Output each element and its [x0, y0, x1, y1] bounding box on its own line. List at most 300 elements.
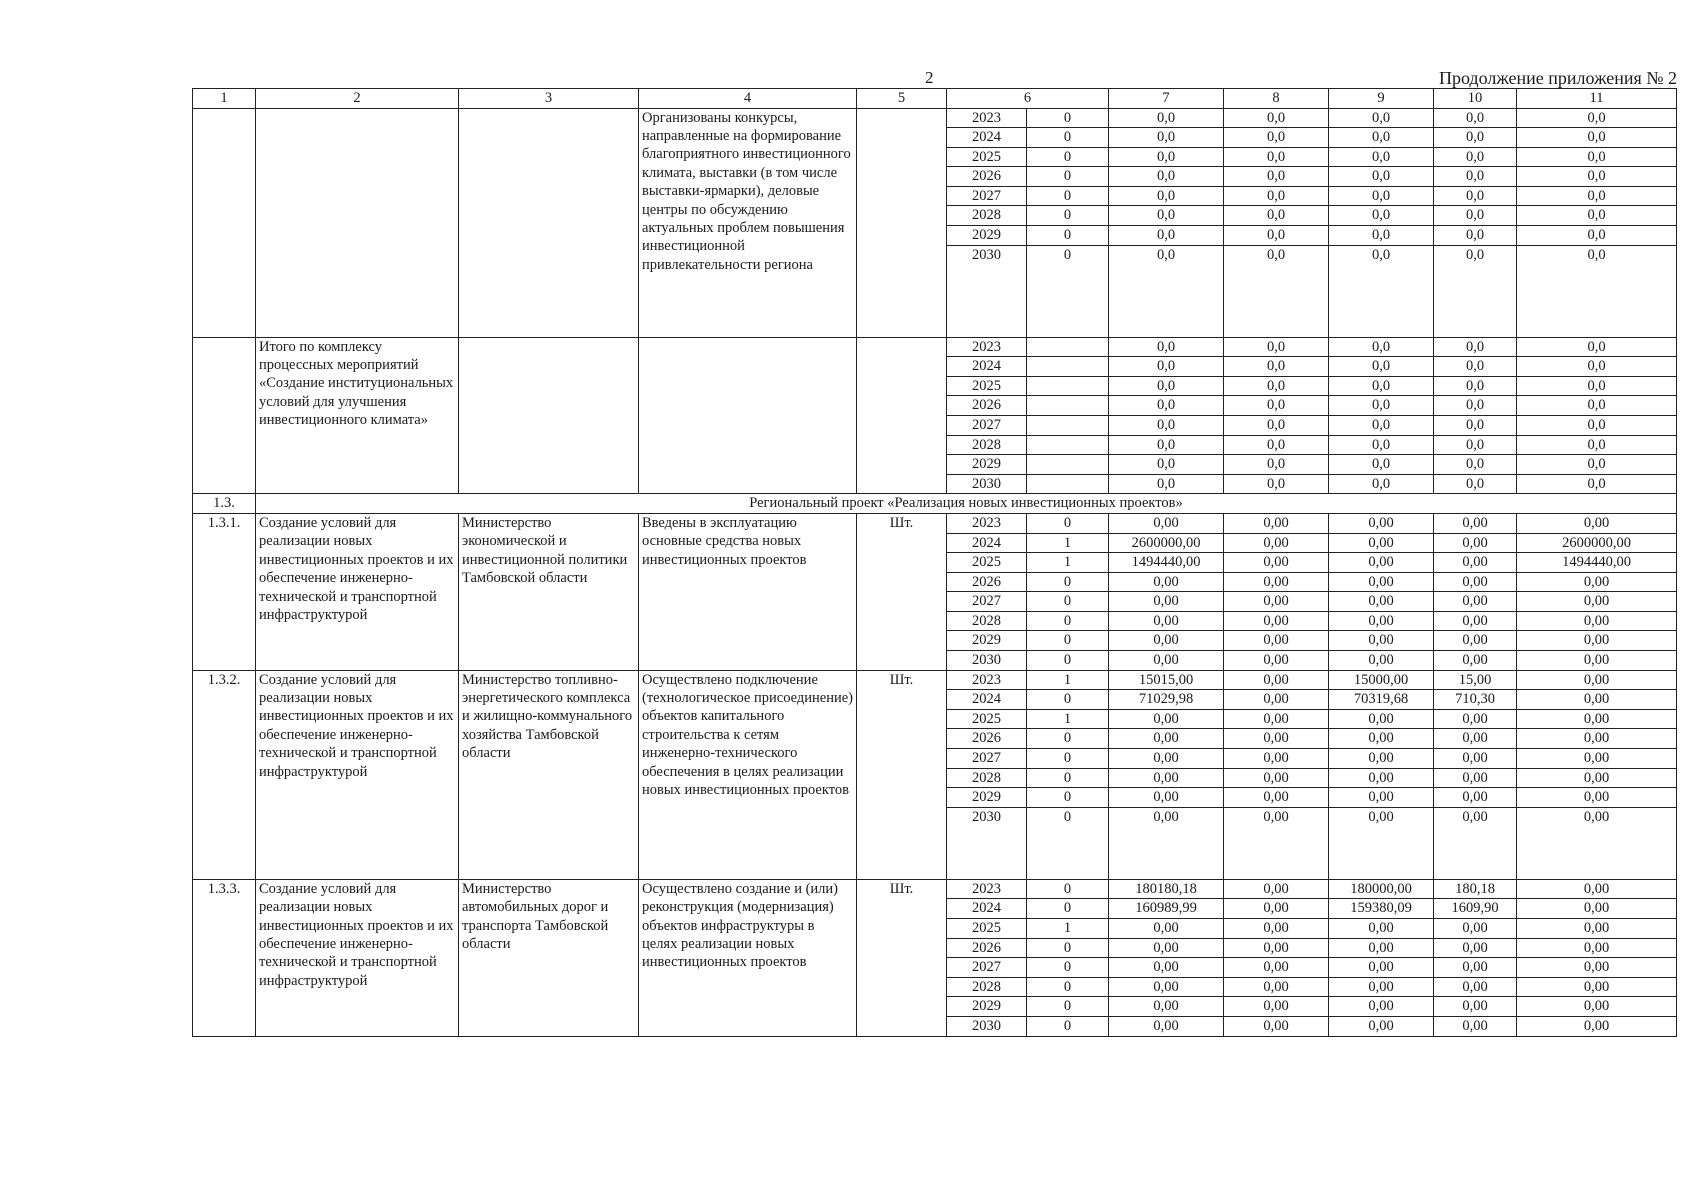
indicator-value — [1027, 357, 1109, 377]
table-row — [193, 513, 1677, 533]
regional-budget: 0,0 — [1329, 206, 1434, 226]
local-budget: 0,00 — [1434, 997, 1517, 1017]
federal-budget: 0,0 — [1224, 186, 1329, 206]
indicator-value: 1 — [1027, 533, 1109, 553]
local-budget: 710,30 — [1434, 690, 1517, 710]
total: 0,00 — [1109, 513, 1224, 533]
indicator-value: 0 — [1027, 513, 1109, 533]
indicator-value: 0 — [1027, 631, 1109, 651]
total: 180180,18 — [1109, 879, 1224, 899]
year: 2029 — [947, 997, 1027, 1017]
year: 2028 — [947, 435, 1027, 455]
local-budget: 0,0 — [1434, 337, 1517, 357]
item-executor: Министерство топливно-энергетического комплекса и жилищно-коммунального хозяйства Тамбовской области — [459, 670, 639, 879]
regional-budget: 15000,00 — [1329, 670, 1434, 690]
local-budget: 0,0 — [1434, 147, 1517, 167]
year: 2030 — [947, 474, 1027, 494]
total: 0,0 — [1109, 376, 1224, 396]
federal-budget: 0,0 — [1224, 337, 1329, 357]
item-unit: Шт. — [857, 513, 947, 670]
table-row — [193, 879, 1677, 899]
local-budget: 0,0 — [1434, 226, 1517, 246]
total: 0,00 — [1109, 958, 1224, 978]
total: 0,0 — [1109, 416, 1224, 436]
total: 0,00 — [1109, 631, 1224, 651]
regional-budget: 0,0 — [1329, 226, 1434, 246]
year: 2026 — [947, 729, 1027, 749]
regional-budget: 0,00 — [1329, 572, 1434, 592]
indicator-value: 0 — [1027, 807, 1109, 879]
local-budget: 0,00 — [1434, 749, 1517, 769]
local-budget: 0,00 — [1434, 788, 1517, 808]
regional-budget: 0,00 — [1329, 553, 1434, 573]
indicator-value: 0 — [1027, 749, 1109, 769]
item-number: 1.3.1. — [193, 513, 256, 670]
other-sources: 0,00 — [1517, 513, 1677, 533]
year: 2029 — [947, 788, 1027, 808]
item-executor: Министерство автомобильных дорог и транспорта Тамбовской области — [459, 879, 639, 1036]
indicator-value — [1027, 337, 1109, 357]
regional-budget: 0,00 — [1329, 651, 1434, 671]
federal-budget: 0,00 — [1224, 768, 1329, 788]
regional-budget: 0,0 — [1329, 147, 1434, 167]
local-budget: 0,00 — [1434, 977, 1517, 997]
other-sources: 0,00 — [1517, 729, 1677, 749]
item-number: 1.3.2. — [193, 670, 256, 879]
item-result: Введены в эксплуатацию основные средства новых инвестиционных проектов — [639, 513, 857, 670]
total: 0,0 — [1109, 206, 1224, 226]
year: 2029 — [947, 455, 1027, 475]
total: 0,00 — [1109, 729, 1224, 749]
other-sources: 0,00 — [1517, 768, 1677, 788]
federal-budget: 0,00 — [1224, 958, 1329, 978]
regional-budget: 0,00 — [1329, 938, 1434, 958]
indicator-value: 0 — [1027, 206, 1109, 226]
local-budget: 0,00 — [1434, 938, 1517, 958]
item-result: Осуществлено создание и (или) реконструкция (модернизация) объектов инфраструктуры в целях реализации новых инвестиционных проектов — [639, 879, 857, 1036]
indicator-value — [1027, 376, 1109, 396]
federal-budget: 0,00 — [1224, 899, 1329, 919]
item-name: Создание условий для реализации новых инвестиционных проектов и их обеспечение инженерно-технической и транспортной инфраструктурой — [256, 879, 459, 1036]
total: 0,0 — [1109, 108, 1224, 128]
item-name: Итого по комплексу процессных мероприятий «Создание институциональных условий для улучшения инвестиционного климата» — [256, 337, 459, 494]
year: 2027 — [947, 749, 1027, 769]
year: 2023 — [947, 879, 1027, 899]
year: 2030 — [947, 1016, 1027, 1036]
federal-budget: 0,00 — [1224, 690, 1329, 710]
total: 160989,99 — [1109, 899, 1224, 919]
year: 2027 — [947, 592, 1027, 612]
appendix-table — [192, 88, 1677, 1037]
year: 2027 — [947, 186, 1027, 206]
year: 2023 — [947, 108, 1027, 128]
other-sources: 0,0 — [1517, 416, 1677, 436]
other-sources: 0,00 — [1517, 788, 1677, 808]
local-budget: 0,0 — [1434, 376, 1517, 396]
other-sources: 0,00 — [1517, 919, 1677, 939]
continuation-label: Продолжение приложения № 2 — [1438, 68, 1677, 88]
local-budget: 0,00 — [1434, 919, 1517, 939]
indicator-value: 1 — [1027, 670, 1109, 690]
federal-budget: 0,0 — [1224, 226, 1329, 246]
regional-budget: 0,00 — [1329, 749, 1434, 769]
federal-budget: 0,00 — [1224, 879, 1329, 899]
regional-budget: 0,0 — [1329, 455, 1434, 475]
year: 2024 — [947, 128, 1027, 148]
year: 2025 — [947, 919, 1027, 939]
total: 0,0 — [1109, 357, 1224, 377]
federal-budget: 0,00 — [1224, 749, 1329, 769]
indicator-value: 0 — [1027, 147, 1109, 167]
year: 2026 — [947, 938, 1027, 958]
local-budget: 0,0 — [1434, 455, 1517, 475]
regional-budget: 0,00 — [1329, 807, 1434, 879]
page-number: 2 — [925, 68, 934, 87]
item-name — [256, 108, 459, 337]
federal-budget: 0,00 — [1224, 788, 1329, 808]
other-sources: 0,0 — [1517, 128, 1677, 148]
year: 2028 — [947, 611, 1027, 631]
indicator-value: 0 — [1027, 651, 1109, 671]
item-number: 1.3.3. — [193, 879, 256, 1036]
local-budget: 0,0 — [1434, 186, 1517, 206]
other-sources: 0,0 — [1517, 357, 1677, 377]
federal-budget: 0,0 — [1224, 167, 1329, 187]
year: 2025 — [947, 147, 1027, 167]
federal-budget: 0,0 — [1224, 147, 1329, 167]
regional-budget: 0,00 — [1329, 533, 1434, 553]
regional-budget: 0,00 — [1329, 788, 1434, 808]
local-budget: 0,00 — [1434, 1016, 1517, 1036]
other-sources: 0,00 — [1517, 879, 1677, 899]
indicator-value: 0 — [1027, 788, 1109, 808]
regional-budget: 0,0 — [1329, 108, 1434, 128]
local-budget: 0,00 — [1434, 592, 1517, 612]
total: 15015,00 — [1109, 670, 1224, 690]
item-number — [193, 337, 256, 494]
year: 2029 — [947, 226, 1027, 246]
indicator-value — [1027, 455, 1109, 475]
col-header: 1 — [193, 89, 256, 109]
year: 2028 — [947, 768, 1027, 788]
indicator-value: 1 — [1027, 553, 1109, 573]
federal-budget: 0,00 — [1224, 938, 1329, 958]
item-number — [193, 108, 256, 337]
regional-budget: 0,00 — [1329, 977, 1434, 997]
other-sources: 1494440,00 — [1517, 553, 1677, 573]
other-sources: 0,00 — [1517, 807, 1677, 879]
total: 0,00 — [1109, 977, 1224, 997]
item-executor: Министерство экономической и инвестиционной политики Тамбовской области — [459, 513, 639, 670]
local-budget: 0,0 — [1434, 396, 1517, 416]
local-budget: 0,00 — [1434, 553, 1517, 573]
col-header: 8 — [1224, 89, 1329, 109]
item-result: Осуществлено подключение (технологическое присоединение) объектов капитального строительства к сетям инженерно-технического обеспечения в целях реализации новых инвестиционных проектов — [639, 670, 857, 879]
total: 0,00 — [1109, 768, 1224, 788]
other-sources: 0,00 — [1517, 611, 1677, 631]
other-sources: 0,00 — [1517, 938, 1677, 958]
indicator-value: 0 — [1027, 690, 1109, 710]
indicator-value: 0 — [1027, 938, 1109, 958]
local-budget: 0,0 — [1434, 435, 1517, 455]
year: 2027 — [947, 958, 1027, 978]
federal-budget: 0,0 — [1224, 245, 1329, 337]
indicator-value: 0 — [1027, 997, 1109, 1017]
indicator-value — [1027, 396, 1109, 416]
local-budget: 0,00 — [1434, 651, 1517, 671]
local-budget: 0,0 — [1434, 128, 1517, 148]
local-budget: 0,00 — [1434, 572, 1517, 592]
table-body — [193, 89, 1677, 1037]
indicator-value: 0 — [1027, 977, 1109, 997]
indicator-value: 0 — [1027, 879, 1109, 899]
federal-budget: 0,0 — [1224, 474, 1329, 494]
indicator-value: 0 — [1027, 186, 1109, 206]
regional-budget: 0,00 — [1329, 958, 1434, 978]
item-unit — [857, 337, 947, 494]
local-budget: 0,0 — [1434, 167, 1517, 187]
total: 0,0 — [1109, 435, 1224, 455]
other-sources: 0,0 — [1517, 455, 1677, 475]
indicator-value: 1 — [1027, 709, 1109, 729]
local-budget: 0,0 — [1434, 357, 1517, 377]
col-header: 6 — [947, 89, 1109, 109]
year: 2026 — [947, 396, 1027, 416]
federal-budget: 0,0 — [1224, 455, 1329, 475]
local-budget: 0,0 — [1434, 416, 1517, 436]
total: 2600000,00 — [1109, 533, 1224, 553]
indicator-value: 0 — [1027, 226, 1109, 246]
federal-budget: 0,00 — [1224, 919, 1329, 939]
indicator-value: 0 — [1027, 592, 1109, 612]
indicator-value: 0 — [1027, 572, 1109, 592]
regional-budget: 0,00 — [1329, 611, 1434, 631]
total: 0,0 — [1109, 147, 1224, 167]
table-row — [193, 670, 1677, 690]
total: 0,00 — [1109, 749, 1224, 769]
col-header: 10 — [1434, 89, 1517, 109]
federal-budget: 0,00 — [1224, 651, 1329, 671]
indicator-value: 0 — [1027, 167, 1109, 187]
regional-budget: 0,0 — [1329, 245, 1434, 337]
total: 0,0 — [1109, 337, 1224, 357]
other-sources: 2600000,00 — [1517, 533, 1677, 553]
year: 2025 — [947, 709, 1027, 729]
regional-budget: 0,0 — [1329, 435, 1434, 455]
federal-budget: 0,00 — [1224, 572, 1329, 592]
indicator-value: 0 — [1027, 128, 1109, 148]
total: 0,0 — [1109, 396, 1224, 416]
section-number: 1.3. — [193, 494, 256, 514]
local-budget: 0,0 — [1434, 108, 1517, 128]
indicator-value — [1027, 474, 1109, 494]
year: 2025 — [947, 376, 1027, 396]
federal-budget: 0,00 — [1224, 533, 1329, 553]
other-sources: 0,00 — [1517, 899, 1677, 919]
indicator-value: 0 — [1027, 108, 1109, 128]
indicator-value: 0 — [1027, 958, 1109, 978]
table-row — [193, 108, 1677, 128]
total: 0,00 — [1109, 1016, 1224, 1036]
year: 2023 — [947, 513, 1027, 533]
other-sources: 0,0 — [1517, 396, 1677, 416]
federal-budget: 0,00 — [1224, 631, 1329, 651]
regional-budget: 0,0 — [1329, 186, 1434, 206]
federal-budget: 0,00 — [1224, 977, 1329, 997]
year: 2026 — [947, 167, 1027, 187]
federal-budget: 0,00 — [1224, 553, 1329, 573]
header-row — [193, 89, 1677, 109]
year: 2023 — [947, 670, 1027, 690]
other-sources: 0,0 — [1517, 206, 1677, 226]
item-executor — [459, 337, 639, 494]
total: 0,00 — [1109, 938, 1224, 958]
other-sources: 0,00 — [1517, 958, 1677, 978]
regional-budget: 180000,00 — [1329, 879, 1434, 899]
item-unit: Шт. — [857, 879, 947, 1036]
other-sources: 0,00 — [1517, 572, 1677, 592]
item-executor — [459, 108, 639, 337]
indicator-value: 1 — [1027, 919, 1109, 939]
federal-budget: 0,0 — [1224, 357, 1329, 377]
federal-budget: 0,00 — [1224, 513, 1329, 533]
federal-budget: 0,0 — [1224, 108, 1329, 128]
local-budget: 0,0 — [1434, 245, 1517, 337]
indicator-value: 0 — [1027, 768, 1109, 788]
total: 0,00 — [1109, 788, 1224, 808]
other-sources: 0,0 — [1517, 337, 1677, 357]
indicator-value: 0 — [1027, 245, 1109, 337]
other-sources: 0,0 — [1517, 245, 1677, 337]
col-header: 2 — [256, 89, 459, 109]
other-sources: 0,0 — [1517, 147, 1677, 167]
local-budget: 0,00 — [1434, 513, 1517, 533]
total: 0,00 — [1109, 997, 1224, 1017]
item-unit — [857, 108, 947, 337]
total: 1494440,00 — [1109, 553, 1224, 573]
other-sources: 0,00 — [1517, 1016, 1677, 1036]
year: 2024 — [947, 357, 1027, 377]
other-sources: 0,0 — [1517, 435, 1677, 455]
year: 2028 — [947, 206, 1027, 226]
other-sources: 0,0 — [1517, 376, 1677, 396]
total: 0,00 — [1109, 807, 1224, 879]
item-result: Организованы конкурсы, направленные на формирование благоприятного инвестиционного климата, выставки (в том числе выставки-ярмарки), деловые центры по обсуждению актуальных проблем повышения инвестиционной привлекательности региона — [639, 108, 857, 337]
local-budget: 0,00 — [1434, 533, 1517, 553]
col-header: 9 — [1329, 89, 1434, 109]
local-budget: 0,0 — [1434, 474, 1517, 494]
col-header: 4 — [639, 89, 857, 109]
total: 0,0 — [1109, 186, 1224, 206]
year: 2027 — [947, 416, 1027, 436]
local-budget: 180,18 — [1434, 879, 1517, 899]
indicator-value: 0 — [1027, 729, 1109, 749]
total: 0,00 — [1109, 592, 1224, 612]
section-title: Региональный проект «Реализация новых инвестиционных проектов» — [256, 494, 1677, 514]
local-budget: 0,00 — [1434, 631, 1517, 651]
other-sources: 0,0 — [1517, 167, 1677, 187]
local-budget: 0,0 — [1434, 206, 1517, 226]
federal-budget: 0,0 — [1224, 376, 1329, 396]
year: 2029 — [947, 631, 1027, 651]
federal-budget: 0,0 — [1224, 416, 1329, 436]
regional-budget: 0,00 — [1329, 631, 1434, 651]
year: 2030 — [947, 807, 1027, 879]
federal-budget: 0,00 — [1224, 670, 1329, 690]
indicator-value: 0 — [1027, 899, 1109, 919]
item-name: Создание условий для реализации новых инвестиционных проектов и их обеспечение инженерно-технической и транспортной инфраструктурой — [256, 670, 459, 879]
other-sources: 0,0 — [1517, 108, 1677, 128]
col-header: 3 — [459, 89, 639, 109]
other-sources: 0,00 — [1517, 997, 1677, 1017]
total: 0,00 — [1109, 572, 1224, 592]
federal-budget: 0,00 — [1224, 1016, 1329, 1036]
federal-budget: 0,0 — [1224, 128, 1329, 148]
total: 0,0 — [1109, 167, 1224, 187]
other-sources: 0,00 — [1517, 631, 1677, 651]
local-budget: 0,00 — [1434, 729, 1517, 749]
indicator-value — [1027, 435, 1109, 455]
total: 0,0 — [1109, 455, 1224, 475]
regional-budget: 0,0 — [1329, 474, 1434, 494]
other-sources: 0,00 — [1517, 670, 1677, 690]
federal-budget: 0,00 — [1224, 807, 1329, 879]
year: 2028 — [947, 977, 1027, 997]
regional-budget: 0,0 — [1329, 396, 1434, 416]
regional-budget: 0,00 — [1329, 1016, 1434, 1036]
regional-budget: 0,00 — [1329, 513, 1434, 533]
other-sources: 0,00 — [1517, 749, 1677, 769]
other-sources: 0,0 — [1517, 226, 1677, 246]
local-budget: 0,00 — [1434, 958, 1517, 978]
regional-budget: 0,00 — [1329, 729, 1434, 749]
regional-budget: 0,0 — [1329, 357, 1434, 377]
year: 2024 — [947, 899, 1027, 919]
year: 2023 — [947, 337, 1027, 357]
year: 2024 — [947, 533, 1027, 553]
federal-budget: 0,00 — [1224, 592, 1329, 612]
federal-budget: 0,0 — [1224, 435, 1329, 455]
regional-budget: 0,00 — [1329, 768, 1434, 788]
local-budget: 0,00 — [1434, 709, 1517, 729]
total: 0,0 — [1109, 245, 1224, 337]
indicator-value — [1027, 416, 1109, 436]
col-header: 11 — [1517, 89, 1677, 109]
year: 2030 — [947, 245, 1027, 337]
local-budget: 0,00 — [1434, 768, 1517, 788]
item-result — [639, 337, 857, 494]
table-row — [193, 337, 1677, 357]
other-sources: 0,00 — [1517, 592, 1677, 612]
federal-budget: 0,00 — [1224, 729, 1329, 749]
other-sources: 0,0 — [1517, 474, 1677, 494]
regional-budget: 0,00 — [1329, 919, 1434, 939]
year: 2026 — [947, 572, 1027, 592]
federal-budget: 0,00 — [1224, 611, 1329, 631]
regional-budget: 0,0 — [1329, 376, 1434, 396]
other-sources: 0,00 — [1517, 977, 1677, 997]
federal-budget: 0,0 — [1224, 396, 1329, 416]
total: 0,00 — [1109, 709, 1224, 729]
year: 2024 — [947, 690, 1027, 710]
regional-budget: 0,00 — [1329, 592, 1434, 612]
federal-budget: 0,0 — [1224, 206, 1329, 226]
total: 0,0 — [1109, 128, 1224, 148]
regional-budget: 70319,68 — [1329, 690, 1434, 710]
total: 71029,98 — [1109, 690, 1224, 710]
total: 0,0 — [1109, 474, 1224, 494]
year: 2025 — [947, 553, 1027, 573]
